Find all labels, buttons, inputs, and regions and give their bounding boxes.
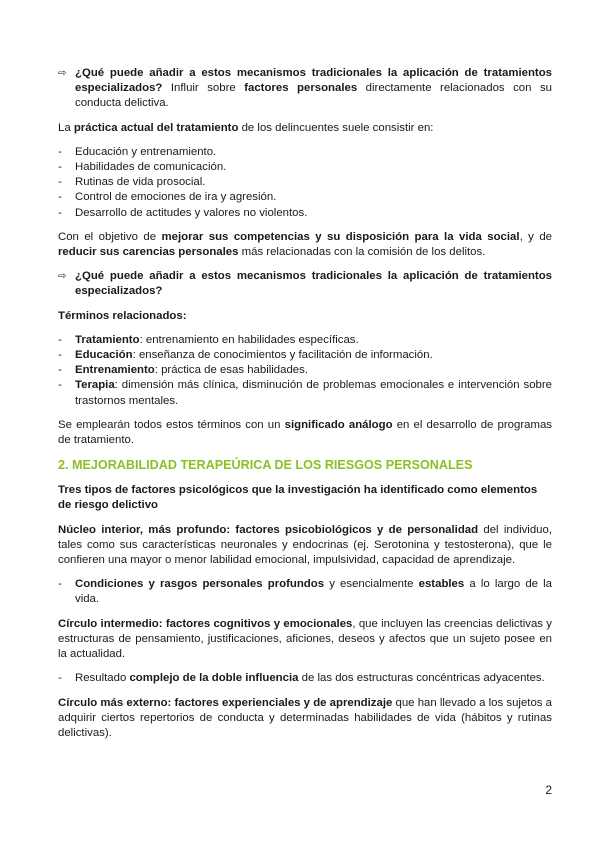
question-item-1	[58, 66, 552, 112]
practice-intro: La práctica actual del tratamiento de los delincuentes suele consistir en:	[58, 121, 434, 134]
list-item: - Rutinas de vida prosocial.	[58, 176, 206, 189]
analog-paragraph: Se emplearán todos estos términos con un significado análogo en el desarrollo de programas de tratamiento.	[58, 418, 552, 447]
list-item: - Control de emociones de ira y agresión.	[58, 191, 277, 204]
arrow-right-icon: ⇨	[58, 68, 67, 79]
objective-paragraph: Con el objetivo de mejorar sus competencias y su disposición para la vida social, y de reducir sus carencias personales más relacionadas con la comisión de los delitos.	[58, 230, 553, 259]
list-item: - Resultado complejo de la doble influencia de las dos estructuras concéntricas adyacentes.	[58, 672, 545, 685]
question-item-2	[58, 269, 552, 299]
page-content	[58, 66, 552, 750]
section-title: 2. MEJORABILIDAD TERAPEÚRICA DE LOS RIESGOS PERSONALES	[58, 458, 473, 473]
practice-list	[58, 145, 552, 221]
intermedio-paragraph: Círculo intermedio: factores cognitivos y emocionales, que incluyen las creencias delictivas y estructuras de pensamiento, justificaciones, aficiones, deseos y afectos que un sujeto posee en la actualidad.	[58, 617, 552, 661]
arrow-right-icon: ⇨	[58, 271, 67, 283]
list-item: - Desarrollo de actitudes y valores no violentos.	[58, 206, 308, 219]
list-item: - Tratamiento: entrenamiento en habilidades específicas.	[58, 333, 359, 346]
question-text-1: ¿Qué puede añadir a estos mecanismos tradicionales la aplicación de tratamientos especializados? Influir sobre factores personales directamente relacionados con su conducta delictiva.	[75, 67, 552, 110]
three-types-heading: Tres tipos de factores psicológicos que la investigación ha identificado como elementos de riesgo delictivo	[58, 484, 538, 512]
list-item: - Entrenamiento: práctica de esas habilidades.	[58, 364, 308, 377]
terms-list	[58, 333, 552, 409]
list-item: - Educación: enseñanza de conocimientos y facilitación de información.	[58, 349, 433, 362]
resultado-list	[58, 671, 552, 686]
terms-heading: Términos relacionados:	[58, 309, 187, 322]
conditions-list	[58, 577, 552, 607]
nucleo-paragraph: Núcleo interior, más profundo: factores psicobiológicos y de personalidad del individuo, tales como sus características neuronales y endocrinas (ej. Serotonina y testosterona), que le confieren una mayor o menor labilidad emocional, impulsividad, capacidad de aprendizaje.	[58, 523, 552, 567]
list-item: - Terapia: dimensión más clínica, disminución de problemas emocionales e intervención sobre trastornos mentales.	[58, 379, 552, 407]
list-item: - Educación y entrenamiento.	[58, 145, 217, 158]
page-number: 2	[545, 782, 552, 797]
question-text-2: ¿Qué puede añadir a estos mecanismos tradicionales la aplicación de tratamientos especializados?	[75, 270, 552, 298]
question-bold: ¿Qué puede añadir a estos mecanismos tradicionales la aplicación de tratamientos especializados?	[75, 67, 552, 95]
externo-paragraph: Círculo más externo: factores experienciales y de aprendizaje que han llevado a los sujetos a adquirir ciertos repertorios de conducta y determinadas habilidades de vida (hábitos y rutinas delictivas).	[58, 696, 552, 739]
list-item: - Habilidades de comunicación.	[58, 161, 227, 174]
list-item: - Condiciones y rasgos personales profundos y esencialmente estables a lo largo de la vida.	[58, 578, 553, 606]
